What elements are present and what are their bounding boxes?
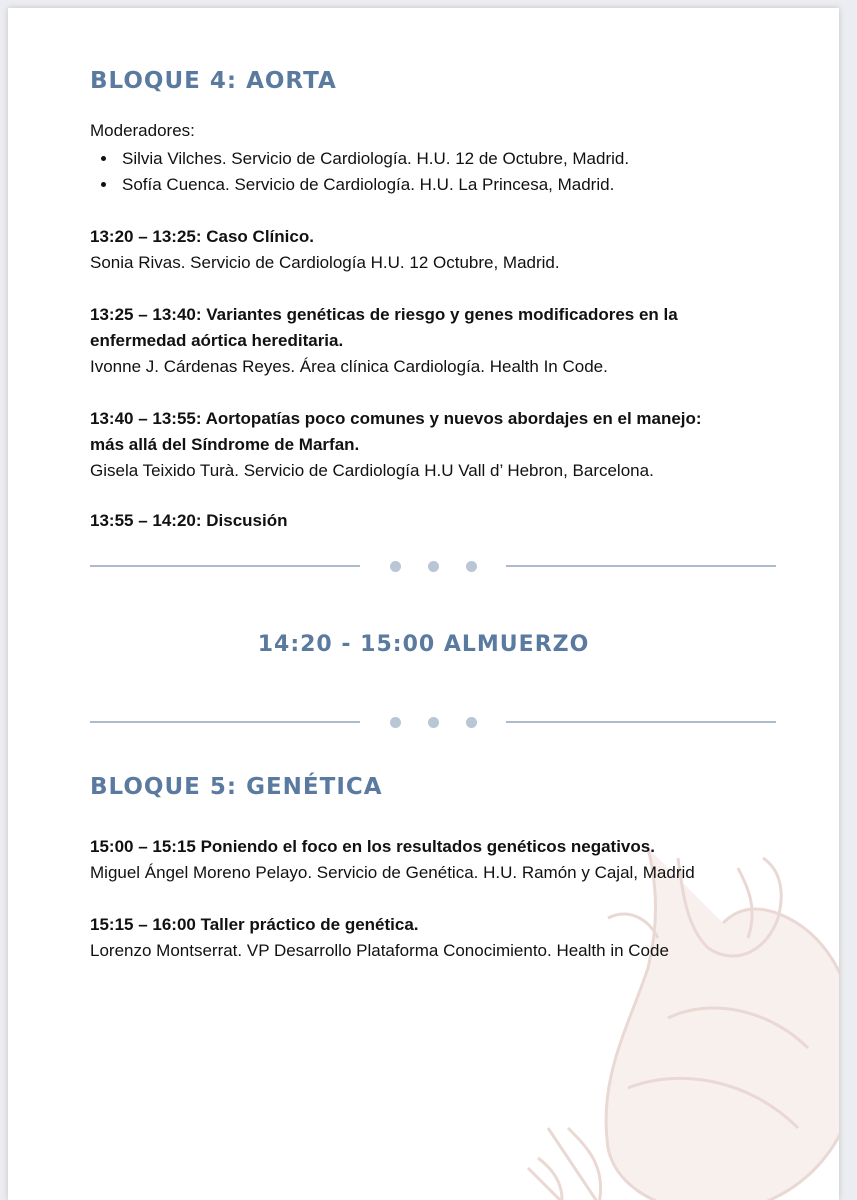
- talk-title: 15:15 – 16:00 Taller práctico de genética.: [90, 915, 419, 934]
- talk-title: 13:25 – 13:40: Variantes genéticas de riesgo y genes modificadores en la: [90, 305, 678, 324]
- moderator-item: • Sofía Cuenca. Servicio de Cardiología. H.U. La Princesa, Madrid.: [118, 172, 629, 198]
- separator-dot: [390, 561, 401, 572]
- talk-speaker: Miguel Ángel Moreno Pelayo. Servicio de Genética. H.U. Ramón y Cajal, Madrid: [90, 863, 695, 882]
- talk-speaker: Gisela Teixido Turà. Servicio de Cardiología H.U Vall d’ Hebron, Barcelona.: [90, 461, 654, 480]
- separator-dot: [466, 561, 477, 572]
- moderators-label: Moderadores:: [90, 121, 195, 140]
- separator-line: [506, 565, 776, 567]
- block4-title: BLOQUE 4: AORTA: [90, 68, 337, 94]
- talk-speaker: Ivonne J. Cárdenas Reyes. Área clínica Cardiología. Health In Code.: [90, 357, 608, 376]
- talk-title-continued: más allá del Síndrome de Marfan.: [90, 435, 360, 454]
- talk-title: 13:40 – 13:55: Aortopatías poco comunes y nuevos abordajes en el manejo:: [90, 409, 702, 428]
- talk-speaker: Lorenzo Montserrat. VP Desarrollo Plataforma Conocimiento. Health in Code: [90, 941, 669, 960]
- moderators-list: [90, 146, 629, 198]
- separator-line: [90, 721, 360, 723]
- section-separator: [90, 556, 776, 576]
- separator-dot: [428, 717, 439, 728]
- section-separator: [90, 712, 776, 732]
- talk-speaker: Sonia Rivas. Servicio de Cardiología H.U. 12 Octubre, Madrid.: [90, 253, 560, 272]
- talk-title: 13:20 – 13:25: Caso Clínico.: [90, 227, 314, 246]
- separator-line: [90, 565, 360, 567]
- separator-dot: [466, 717, 477, 728]
- talk-title-continued: enfermedad aórtica hereditaria.: [90, 331, 344, 350]
- separator-dot: [428, 561, 439, 572]
- block5-title: BLOQUE 5: GENÉTICA: [90, 774, 383, 800]
- lunch-title: 14:20 - 15:00 ALMUERZO: [257, 632, 590, 657]
- moderator-item: • Silvia Vilches. Servicio de Cardiología. H.U. 12 de Octubre, Madrid.: [118, 146, 629, 172]
- talk-title: 15:00 – 15:15 Poniendo el foco en los resultados genéticos negativos.: [90, 837, 655, 856]
- separator-dot: [390, 717, 401, 728]
- program-page: [8, 8, 839, 1200]
- talk-title: 13:55 – 14:20: Discusión: [90, 511, 288, 530]
- separator-line: [506, 721, 776, 723]
